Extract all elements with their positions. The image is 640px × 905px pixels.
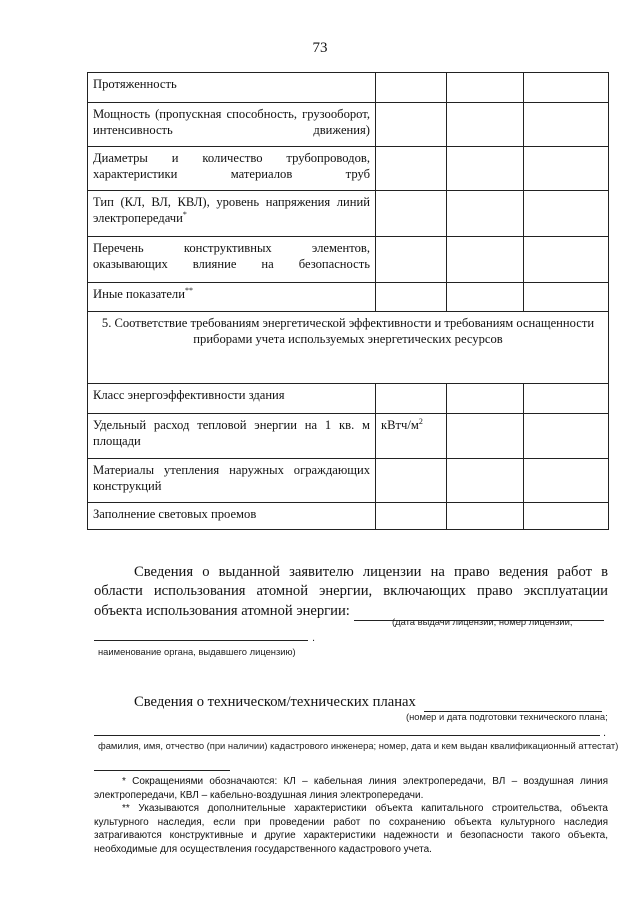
value-cell[interactable] xyxy=(524,103,609,147)
value-cell[interactable] xyxy=(524,237,609,283)
tech-plan-fill-line[interactable] xyxy=(424,692,602,712)
value-cell[interactable] xyxy=(376,237,447,283)
value-cell[interactable] xyxy=(447,414,524,459)
row-label: Мощность (пропускная способность, грузооборот, интенсивность движения) xyxy=(88,103,376,147)
row-label: Материалы утепления наружных ограждающих конструкций xyxy=(88,459,376,503)
row-label: Удельный расход тепловой энергии на 1 кв. м площади xyxy=(88,414,376,459)
tech-plan-hint-right: (номер и дата подготовки технического плана; xyxy=(406,711,608,722)
value-cell[interactable] xyxy=(376,73,447,103)
row-label: Перечень конструктивных элементов, оказывающих влияние на безопасность xyxy=(88,237,376,283)
value-cell[interactable] xyxy=(376,147,447,191)
value-cell[interactable] xyxy=(447,283,524,312)
table-row xyxy=(88,459,609,503)
tech-plan-fill-line-2[interactable] xyxy=(94,735,600,736)
page-number: 73 xyxy=(312,40,328,56)
value-cell[interactable] xyxy=(524,283,609,312)
value-cell[interactable] xyxy=(376,503,447,530)
table-row xyxy=(88,503,609,530)
value-cell[interactable] xyxy=(376,283,447,312)
characteristics-table xyxy=(87,72,609,530)
tech-plan-hint-bottom: фамилия, имя, отчество (при наличии) кадастрового инженера; номер, дата и кем выдан квалификационный аттестат) xyxy=(98,740,619,751)
row-label: Протяженность xyxy=(88,73,376,103)
value-cell[interactable] xyxy=(524,147,609,191)
tech-plan-end-dot: . xyxy=(603,727,607,739)
value-cell[interactable] xyxy=(447,503,524,530)
license-fill-line-2[interactable] xyxy=(94,640,308,641)
table-row xyxy=(88,283,609,312)
value-cell[interactable] xyxy=(447,73,524,103)
footnote-separator xyxy=(94,770,230,771)
section-5-title: 5. Соответствие требованиям энергетической эффективности и требованиям оснащенности приборами учета используемых энергетических ресурсов xyxy=(88,312,609,384)
value-cell[interactable] xyxy=(524,414,609,459)
value-cell[interactable] xyxy=(447,191,524,237)
table-row xyxy=(88,414,609,459)
footnote-2: ** Указываются дополнительные характеристики объекта капитального строительства, объекта культурного наследия, если при проведении работ по сохранению объекта культурного наследия затрагиваются конструктивные и другие характеристики надежности и безопасности такого объекта, необходимые для осуществления государственного кадастрового учета. xyxy=(94,803,608,855)
value-cell[interactable] xyxy=(447,103,524,147)
value-cell[interactable] xyxy=(447,459,524,503)
license-hint-left: наименование органа, выдавшего лицензию) xyxy=(98,646,296,657)
value-cell[interactable] xyxy=(447,237,524,283)
value-cell[interactable] xyxy=(376,384,447,414)
value-cell[interactable] xyxy=(376,459,447,503)
row-label: Тип (КЛ, ВЛ, КВЛ), уровень напряжения линий электропередачи* xyxy=(88,191,376,237)
value-cell[interactable] xyxy=(376,103,447,147)
table-row xyxy=(88,237,609,283)
value-cell[interactable] xyxy=(376,191,447,237)
table-row xyxy=(88,384,609,414)
value-cell[interactable] xyxy=(524,503,609,530)
tech-plan-title: Сведения о техническом/технических планах xyxy=(134,692,602,712)
license-end-dot: . xyxy=(312,632,316,644)
row-label: Заполнение световых проемов xyxy=(88,503,376,530)
row-label: Класс энергоэффективности здания xyxy=(88,384,376,414)
license-paragraph: Сведения о выданной заявителю лицензии на право ведения работ в области использования атомной энергии, включающих право эксплуатации объекта использования атомной энергии: xyxy=(94,564,608,619)
value-cell[interactable] xyxy=(524,384,609,414)
value-cell[interactable] xyxy=(524,191,609,237)
table-row xyxy=(88,191,609,237)
value-cell[interactable] xyxy=(447,147,524,191)
table-row xyxy=(88,73,609,103)
row-label: Иные показатели** xyxy=(88,283,376,312)
unit-cell: кВтч/$м^2$ xyxy=(376,414,447,459)
footnote-1: * Сокращениями обозначаются: КЛ – кабельная линия электропередачи, ВЛ – воздушная линия электропередачи, КВЛ – кабельно-воздушная линия электропередачи. xyxy=(94,776,608,801)
row-label: Диаметры и количество трубопроводов, характеристики материалов труб xyxy=(88,147,376,191)
section-header-row xyxy=(88,312,609,384)
value-cell[interactable] xyxy=(524,459,609,503)
table-row xyxy=(88,103,609,147)
table-row xyxy=(88,147,609,191)
value-cell[interactable] xyxy=(524,73,609,103)
license-hint-right: (дата выдачи лицензии, номер лицензии, xyxy=(392,616,573,627)
value-cell[interactable] xyxy=(447,384,524,414)
